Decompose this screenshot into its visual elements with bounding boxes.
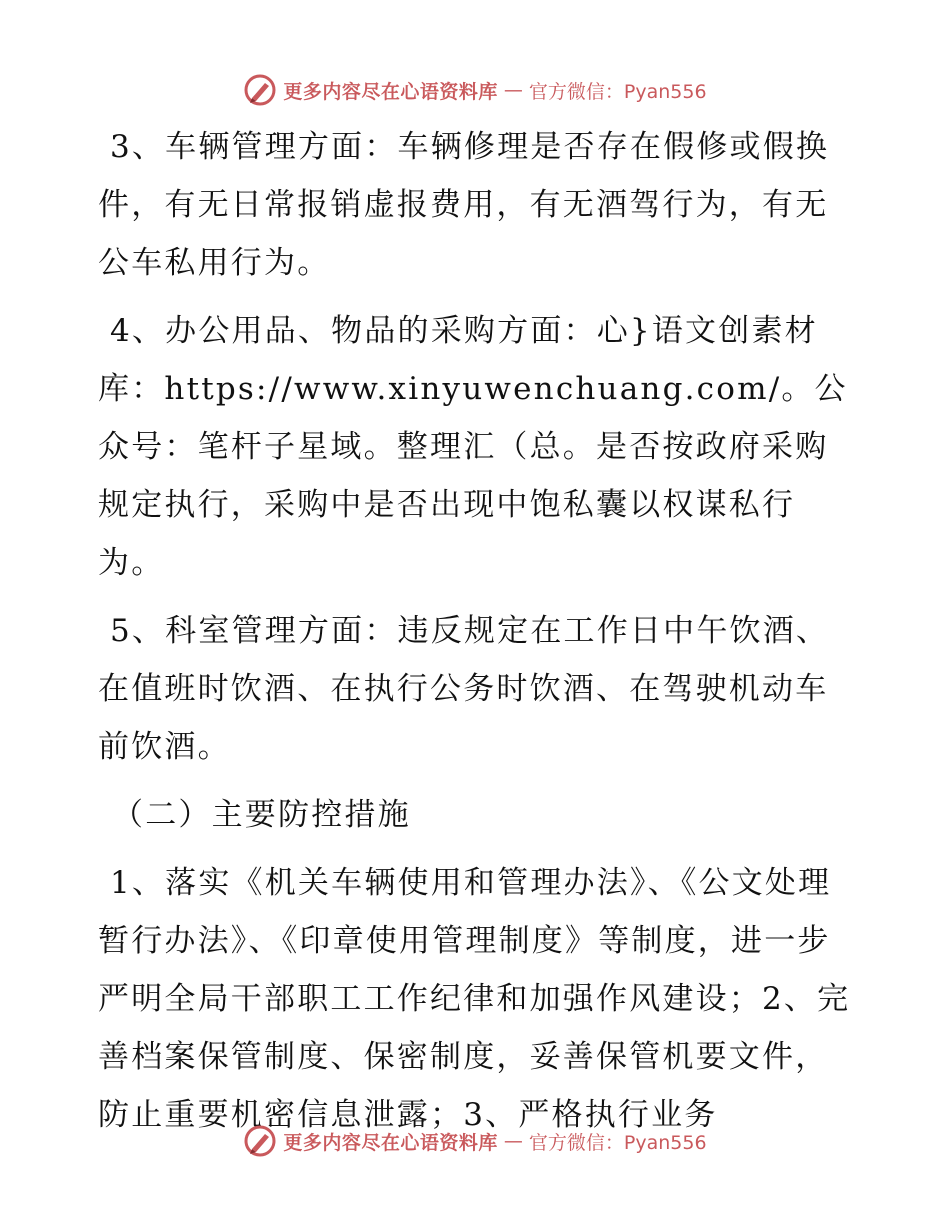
pen-logo-icon	[243, 73, 277, 107]
section-heading-prevention-measures: （二）主要防控措施	[112, 797, 411, 833]
watermark-brand: 更多内容尽在心语资料库	[283, 1131, 498, 1154]
paragraph-office-supplies: 4、办公用品、物品的采购方面：心}语文创素材库：https://www.xinyuwenchuang.com/。公众号：笔杆子星域。整理汇（总。是否按政府采购规定执行，采购中是否出现中饱私囊以权谋私行为。	[98, 313, 848, 581]
paragraph-department-management: 5、科室管理方面：违反规定在工作日中午饮酒、在值班时饮酒、在执行公务时饮酒、在驾驶机动车前饮酒。	[98, 613, 830, 765]
document-body	[98, 118, 858, 1144]
watermark-wechat: 官方微信：Pyan556	[528, 80, 707, 103]
header-watermark	[0, 70, 950, 110]
paragraph-measures: 1、落实《机关车辆使用和管理办法》、《公文处理暂行办法》、《印章使用管理制度》等制度，进一步严明全局干部职工工作纪律和加强作风建设；2、完善档案保管制度、保密制度，妥善保管机要文件，防止重要机密信息泄露；3、严格执行业务	[98, 865, 851, 1133]
watermark-separator: —	[503, 79, 523, 101]
watermark-separator: —	[503, 1130, 523, 1152]
watermark-wechat: 官方微信：Pyan556	[528, 1131, 707, 1154]
pen-logo-icon	[243, 1124, 277, 1158]
footer-watermark	[0, 1121, 950, 1161]
watermark-brand: 更多内容尽在心语资料库	[283, 80, 498, 103]
paragraph-vehicle-management: 3、车辆管理方面：车辆修理是否存在假修或假换件，有无日常报销虚报费用，有无酒驾行为，有无公车私用行为。	[98, 129, 830, 281]
